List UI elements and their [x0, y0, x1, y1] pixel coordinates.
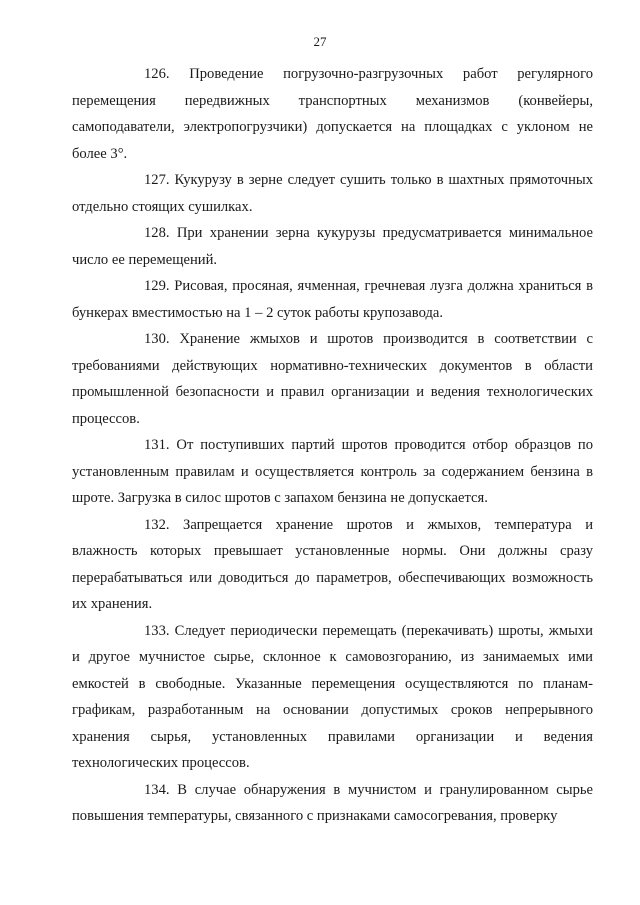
document-body [72, 61, 593, 830]
paragraph-127: 127. Кукурузу в зерне следует сушить только в шахтных прямоточных отдельно стоящих сушилках. [72, 172, 593, 215]
paragraph-133: 133. Следует периодически перемещать (перекачивать) шроты, жмыхи и другое мучнистое сырье, склонное к самовозгоранию, из занимаемых ими емкостей в свободные. Указанные перемещения осуществляются по планам-графикам, разработанным на основании допустимых сроков непрерывного хранения сырья, установленных правилами организации и ведения технологических процессов. [72, 622, 593, 771]
paragraph-130: 130. Хранение жмыхов и шротов производится в соответствии с требованиями действующих нормативно-технических документов в области промышленной безопасности и правил организации и ведения технологических процессов. [72, 331, 593, 427]
paragraph-128: 128. При хранении зерна кукурузы предусматривается минимальное число ее перемещений. [72, 225, 593, 268]
paragraph-132: 132. Запрещается хранение шротов и жмыхов, температура и влажность которых превышает установленные нормы. Они должны сразу перерабатываться или доводиться до параметров, обеспечивающих возможность их хранения. [72, 516, 593, 612]
page-number: 27 [313, 34, 327, 49]
paragraph-134: 134. В случае обнаружения в мучнистом и гранулированном сырье повышения температуры, связанного с признаками самосогревания, проверку [72, 781, 593, 824]
paragraph-131: 131. От поступивших партий шротов проводится отбор образцов по установленным правилам и осуществляется контроль за содержанием бензина в шроте. Загрузка в силос шротов с запахом бензина не допускается. [72, 437, 593, 506]
paragraph-129: 129. Рисовая, просяная, ячменная, гречневая лузга должна храниться в бункерах вместимостью на 1 – 2 суток работы крупозавода. [72, 278, 593, 321]
paragraph-126: 126. Проведение погрузочно-разгрузочных работ регулярного перемещения передвижных транспортных механизмов (конвейеры, самоподаватели, электропогрузчики) допускается на площадках с уклоном не более 3°. [72, 66, 593, 162]
